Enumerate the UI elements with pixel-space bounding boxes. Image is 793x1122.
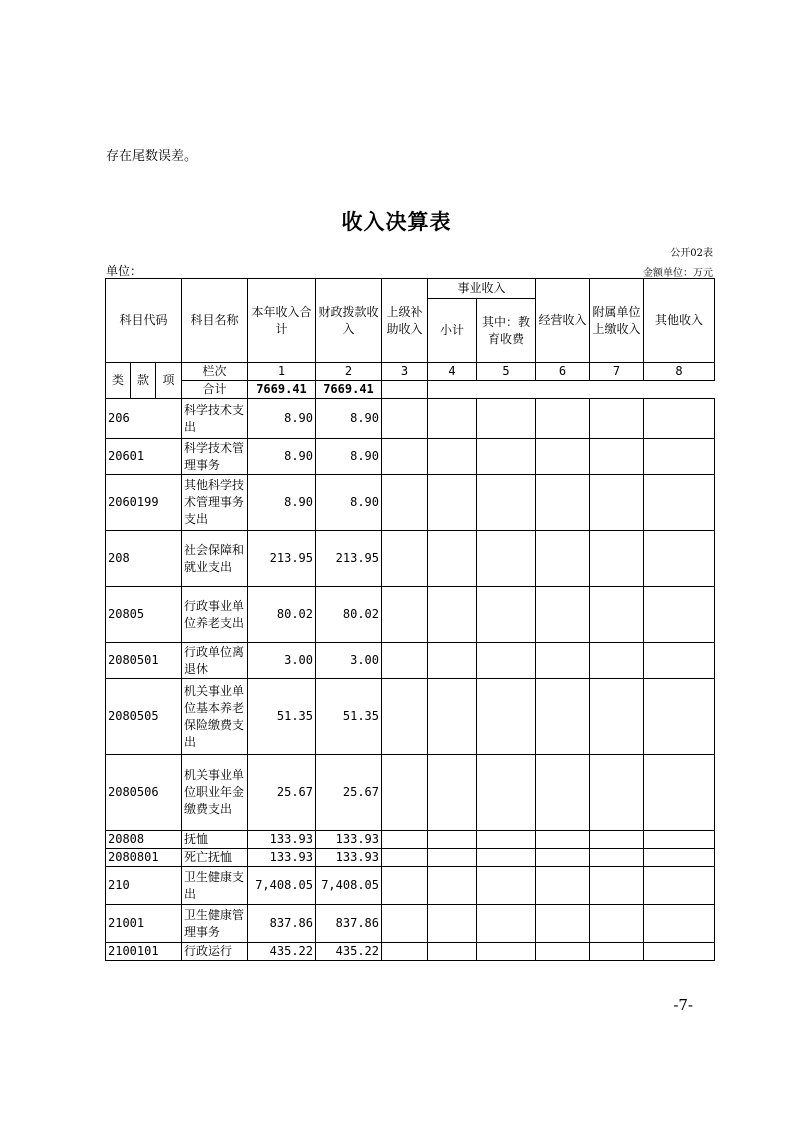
row-code: 210 — [106, 867, 182, 905]
col-num: 8 — [644, 363, 715, 381]
row-empty-cell — [382, 399, 428, 439]
row-empty-cell — [590, 643, 644, 679]
row-total: 3.00 — [248, 643, 316, 679]
table-row — [106, 679, 715, 755]
row-code: 208 — [106, 531, 182, 587]
total-fiscal: 7669.41 — [316, 381, 382, 399]
row-empty-cell — [590, 531, 644, 587]
table-row — [106, 399, 715, 439]
row-empty-cell — [644, 475, 715, 531]
row-empty-cell — [644, 531, 715, 587]
page-title: 收入决算表 — [341, 209, 452, 234]
row-empty-cell — [477, 849, 536, 867]
table-row — [106, 475, 715, 531]
row-empty-cell — [536, 399, 590, 439]
total-label: 合计 — [182, 381, 248, 399]
row-empty-cell — [428, 905, 477, 943]
row-code: 2080501 — [106, 643, 182, 679]
row-empty-cell — [644, 439, 715, 475]
row-fiscal: 80.02 — [316, 587, 382, 643]
row-empty-cell — [477, 531, 536, 587]
row-empty-cell — [644, 905, 715, 943]
row-empty-cell — [644, 643, 715, 679]
row-empty-cell — [536, 439, 590, 475]
row-empty-cell — [536, 831, 590, 849]
header-fiscal: 财政拨款收入 — [316, 279, 382, 363]
row-name: 科学技术支出 — [182, 399, 248, 439]
header-superior: 上级补助收入 — [382, 279, 428, 363]
row-empty-cell — [428, 943, 477, 961]
row-empty-cell — [428, 643, 477, 679]
row-name: 机关事业单位基本养老保险缴费支出 — [182, 679, 248, 755]
header-total: 本年收入合计 — [248, 279, 316, 363]
row-code: 21001 — [106, 905, 182, 943]
income-table — [105, 278, 715, 961]
row-empty-cell — [536, 867, 590, 905]
row-empty-cell — [477, 755, 536, 831]
row-total: 133.93 — [248, 831, 316, 849]
header-operating: 经营收入 — [536, 279, 590, 363]
row-empty-cell — [477, 905, 536, 943]
header-subtotal: 小计 — [428, 299, 477, 363]
row-empty-cell — [477, 943, 536, 961]
row-fiscal: 133.93 — [316, 849, 382, 867]
header-other: 其他收入 — [644, 279, 715, 363]
row-fiscal: 837.86 — [316, 905, 382, 943]
row-empty-cell — [428, 531, 477, 587]
header-lanci: 栏次 — [182, 363, 248, 381]
col-num: 1 — [248, 363, 316, 381]
row-empty-cell — [428, 475, 477, 531]
row-name: 社会保障和就业支出 — [182, 531, 248, 587]
row-empty-cell — [644, 755, 715, 831]
row-empty-cell — [590, 399, 644, 439]
total-amount: 7669.41 — [248, 381, 316, 399]
row-empty-cell — [382, 679, 428, 755]
row-empty-cell — [428, 399, 477, 439]
table-row — [106, 849, 715, 867]
row-fiscal: 133.93 — [316, 831, 382, 849]
row-empty-cell — [536, 943, 590, 961]
row-code: 20805 — [106, 587, 182, 643]
row-empty-cell — [644, 849, 715, 867]
row-name: 卫生健康管理事务 — [182, 905, 248, 943]
row-empty-cell — [428, 849, 477, 867]
table-row — [106, 905, 715, 943]
row-empty-cell — [477, 867, 536, 905]
row-total: 7,408.05 — [248, 867, 316, 905]
row-empty-cell — [644, 867, 715, 905]
row-empty-cell — [590, 439, 644, 475]
header-edu: 其中：教育收费 — [477, 299, 536, 363]
row-empty-cell — [477, 475, 536, 531]
row-total: 435.22 — [248, 943, 316, 961]
row-name: 机关事业单位职业年金缴费支出 — [182, 755, 248, 831]
row-empty-cell — [477, 643, 536, 679]
row-empty-cell — [536, 643, 590, 679]
row-empty-cell — [428, 867, 477, 905]
row-fiscal: 8.90 — [316, 399, 382, 439]
row-name: 行政事业单位养老支出 — [182, 587, 248, 643]
row-empty-cell — [644, 831, 715, 849]
row-fiscal: 8.90 — [316, 475, 382, 531]
row-empty-cell — [536, 475, 590, 531]
row-empty-cell — [536, 587, 590, 643]
row-fiscal: 8.90 — [316, 439, 382, 475]
row-total: 133.93 — [248, 849, 316, 867]
note-text: 存在尾数误差。 — [106, 149, 198, 164]
row-empty-cell — [644, 587, 715, 643]
row-empty-cell — [590, 905, 644, 943]
total-row — [106, 381, 715, 399]
row-fiscal: 51.35 — [316, 679, 382, 755]
col-num: 6 — [536, 363, 590, 381]
row-name: 其他科学技术管理事务支出 — [182, 475, 248, 531]
row-total: 213.95 — [248, 531, 316, 587]
row-empty-cell — [644, 679, 715, 755]
col-num: 2 — [316, 363, 382, 381]
row-empty-cell — [428, 755, 477, 831]
row-empty-cell — [382, 439, 428, 475]
row-name: 科学技术管理事务 — [182, 439, 248, 475]
row-empty-cell — [536, 905, 590, 943]
row-empty-cell — [477, 399, 536, 439]
row-empty-cell — [590, 679, 644, 755]
row-code: 2080801 — [106, 849, 182, 867]
row-code: 2060199 — [106, 475, 182, 531]
row-total: 51.35 — [248, 679, 316, 755]
page-number: -7- — [673, 996, 693, 1014]
row-total: 8.90 — [248, 439, 316, 475]
row-code: 20601 — [106, 439, 182, 475]
row-fiscal: 25.67 — [316, 755, 382, 831]
row-empty-cell — [428, 587, 477, 643]
row-empty-cell — [477, 439, 536, 475]
row-name: 行政单位离退休 — [182, 643, 248, 679]
row-name: 卫生健康支出 — [182, 867, 248, 905]
header-xiang: 项 — [156, 363, 182, 399]
row-fiscal: 213.95 — [316, 531, 382, 587]
form-number: 公开02表 — [670, 248, 713, 259]
col-num: 5 — [477, 363, 536, 381]
row-empty-cell — [644, 399, 715, 439]
row-name: 死亡抚恤 — [182, 849, 248, 867]
row-empty-cell — [382, 849, 428, 867]
table-row — [106, 439, 715, 475]
table-row — [106, 831, 715, 849]
row-fiscal: 3.00 — [316, 643, 382, 679]
row-empty-cell — [590, 867, 644, 905]
unit-label: 单位： — [106, 264, 143, 278]
row-empty-cell — [428, 831, 477, 849]
row-empty-cell — [382, 867, 428, 905]
row-code: 20808 — [106, 831, 182, 849]
row-empty-cell — [382, 475, 428, 531]
row-empty-cell — [382, 531, 428, 587]
table-row — [106, 943, 715, 961]
row-empty-cell — [477, 587, 536, 643]
row-name: 行政运行 — [182, 943, 248, 961]
header-lei: 类 — [106, 363, 131, 399]
row-code: 2080505 — [106, 679, 182, 755]
row-total: 8.90 — [248, 475, 316, 531]
row-empty-cell — [477, 679, 536, 755]
row-name: 抚恤 — [182, 831, 248, 849]
row-empty-cell — [590, 587, 644, 643]
row-empty-cell — [382, 905, 428, 943]
row-empty-cell — [536, 679, 590, 755]
header-affiliated: 附属单位上缴收入 — [590, 279, 644, 363]
header-business: 事业收入 — [428, 279, 536, 299]
row-total: 837.86 — [248, 905, 316, 943]
col-num: 4 — [428, 363, 477, 381]
row-empty-cell — [428, 439, 477, 475]
table-row — [106, 587, 715, 643]
amount-unit-label: 金额单位：万元 — [643, 268, 713, 279]
row-empty-cell — [536, 755, 590, 831]
row-total: 8.90 — [248, 399, 316, 439]
row-empty-cell — [382, 831, 428, 849]
row-empty-cell — [590, 943, 644, 961]
table-row — [106, 643, 715, 679]
row-empty-cell — [590, 475, 644, 531]
header-code: 科目代码 — [106, 279, 182, 363]
row-empty-cell — [590, 849, 644, 867]
header-kuan: 款 — [131, 363, 156, 399]
row-total: 25.67 — [248, 755, 316, 831]
table-row — [106, 755, 715, 831]
row-code: 2080506 — [106, 755, 182, 831]
row-empty-cell — [590, 755, 644, 831]
table-row — [106, 867, 715, 905]
row-total: 80.02 — [248, 587, 316, 643]
row-code: 206 — [106, 399, 182, 439]
row-empty-cell — [644, 943, 715, 961]
row-empty-cell — [382, 587, 428, 643]
row-empty-cell — [477, 831, 536, 849]
table-row — [106, 531, 715, 587]
col-num: 3 — [382, 363, 428, 381]
row-empty-cell — [590, 831, 644, 849]
row-empty-cell — [382, 755, 428, 831]
row-fiscal: 435.22 — [316, 943, 382, 961]
row-empty-cell — [428, 679, 477, 755]
row-empty-cell — [382, 643, 428, 679]
row-code: 2100101 — [106, 943, 182, 961]
row-fiscal: 7,408.05 — [316, 867, 382, 905]
row-empty-cell — [536, 531, 590, 587]
col-num: 7 — [590, 363, 644, 381]
header-name: 科目名称 — [182, 279, 248, 363]
row-empty-cell — [382, 943, 428, 961]
row-empty-cell — [536, 849, 590, 867]
